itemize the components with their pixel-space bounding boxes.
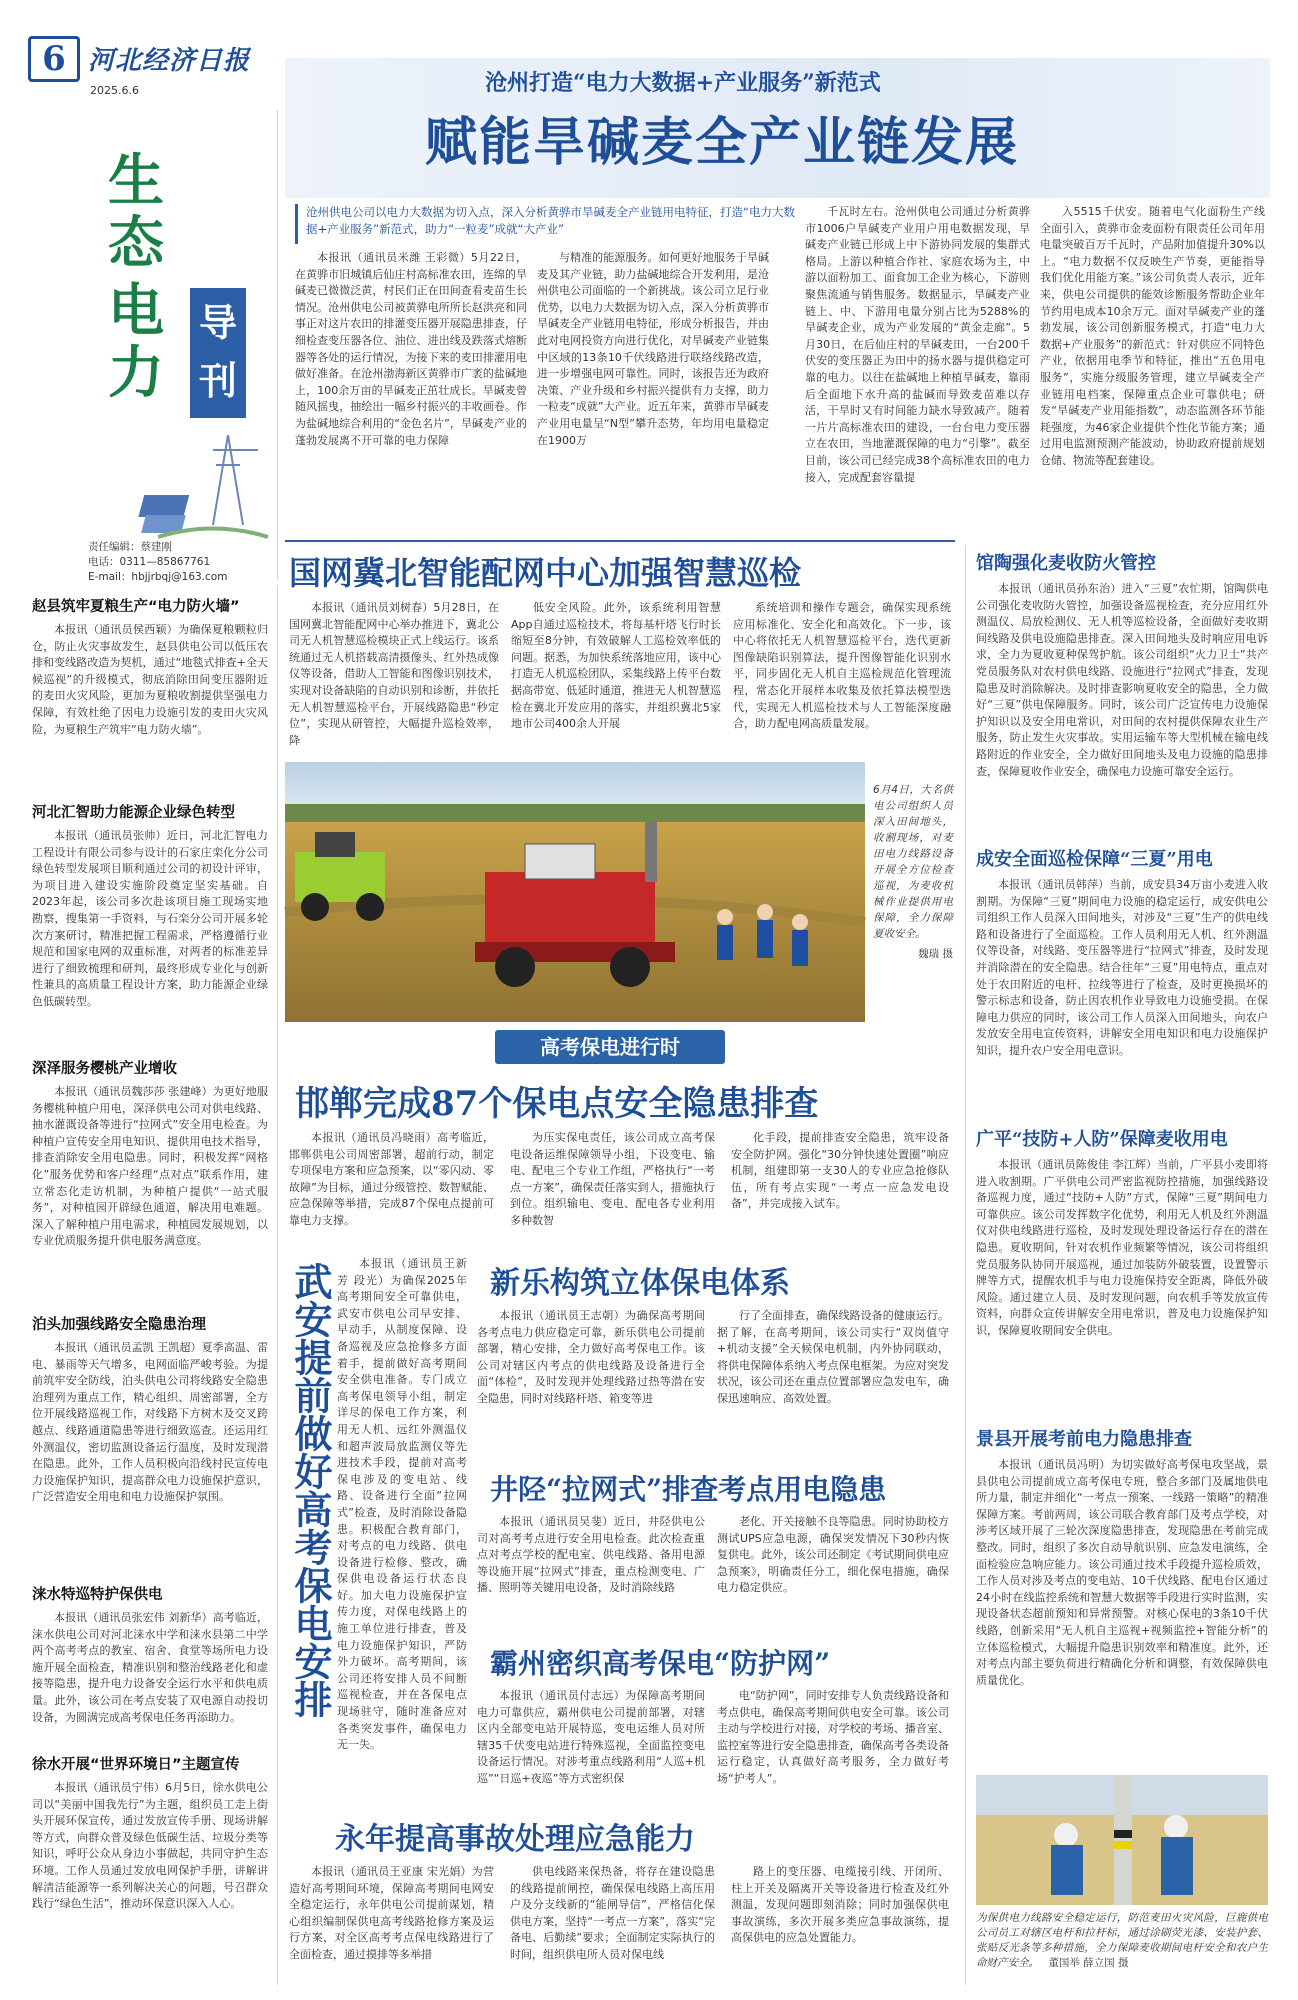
- jingxing-title: 井陉“拉网式”排查考点用电隐患: [490, 1473, 887, 1506]
- brief-xushui-title: 徐水开展“世界环境日”主题宣传: [32, 1757, 240, 1773]
- harvest-photo-caption: [873, 782, 953, 962]
- section-banner: [28, 110, 278, 583]
- page-number: 6: [28, 36, 80, 82]
- pole-caption-text: 为保供电力线路安全稳定运行，防范麦田火灾风险，巨鹿供电公司员工对辖区电杆和拉杆标，通过涂刷荧光漆、安装护套、张贴反光条等多种措施，全力保障麦收期间电杆安全和农户生命财产安全。: [976, 1912, 1268, 1969]
- section-char-1: 生: [108, 148, 164, 214]
- lead-body-col-4: 入5515千伏安。随着电气化面粉生产线全面引入，黄骅市金麦面粉有限责任公司年用电量突破百万千瓦时，产品附加值提升30%以上。“电力数据不仅反映生产节奏，更能指导我们优化用能方案。”该公司负责人表示，近年来，供电公司提供的能效诊断服务帮助企业年节约用电成本10余万元。面对旱碱麦产业的蓬勃发展，该公司创新服务模式，打造“电力大数据+产业服务”的新范式：针对供应不同特色产业，依据用电季节和特征，推出“五色用电服务”，实施分级服务管理，建立旱碱麦全产业链用电档案，保障重点企业可靠供电；研发“旱碱麦产业用能指数”，动态监测各环节能耗强度，为46家企业提供个性化节能方案；通过用电监测预测产能波动，协助政府提前规划仓储、物流等配套建设。: [1040, 205, 1265, 467]
- brief-laishui: [32, 1583, 268, 1744]
- grid-body-col-3: 系统培训和操作专题会，确保实现系统应用标准化、安全化和高效化。下一步，该中心将依托无人机智慧巡检平台，迭代更新图像缺陷识别算法，提升图像智能化识别水平，同步固化无人机自主巡检规范化管理流程，常态化开展样本收集及依托算法模型迭代，实现无人机巡检技术与人工智能深度融合，助力配电网高质量发展。: [733, 601, 951, 731]
- harvest-photo-credit: 魏瑞 摄: [918, 948, 953, 960]
- section-title-power: [108, 280, 164, 404]
- jingxing-body-col-1: 本报讯（通讯员吴斐）近日，井陉供电公司对高考考点进行安全用电检查。此次检查重点对考点学校的配电室、供电线路、备用电源等设施开展“拉网式”排查，重点检测变电、广播、照明等关键用电设备，及时消除线路: [477, 1515, 705, 1595]
- editor-phone: 电话：0311—85867761: [88, 556, 211, 568]
- section-char-2: 态: [108, 210, 164, 276]
- brief-botou-body: 本报讯（通讯员孟凯 王凯超）夏季高温、雷电、暴雨等天气增多，电网面临严峻考验。为提前筑牢安全防线，泊头供电公司将线路安全隐患治理列为重点工作，精心组织、周密部署，全方位开展线路巡视工作，对线路下方树木及交叉跨越点、线路通道隐患等进行细致巡查。还运用红外测温仪，密切监测设备运行温度，及时发现潜在隐患。此外，工作人员积极向沿线村民宣传电力设施保护知识，提高群众电力设施保护意识，广泛营造安全用电和电力设施保护氛围。: [32, 1341, 268, 1504]
- brief-shenze: [32, 1057, 268, 1302]
- yongnian-body-col-3: 路上的变压器、电缆接引线、开闭所、柱上开关及隔离开关等设备进行检查及红外测温，发现问题即刻消除；同时加强保供电事故演练，多次开展多类应急事故演练，提高保供电的应急处置能力。: [731, 1865, 949, 1945]
- exam-section: [285, 1030, 955, 1980]
- brief-guantao-title: 馆陶强化麦收防火管控: [976, 553, 1156, 574]
- section-char-3: 电: [108, 278, 164, 344]
- brief-guangping-body: 本报讯（通讯员陈俊佳 李江辉）当前，广平县小麦即将进入收割期。广平供电公司严密监视防控措施，加强线路设备巡视力度，通过“技防+人防”方式，保障“三夏”期间电力可靠供应。该公司发挥数字化优势，利用无人机及红外测温仪对供电线路进行巡检，及时发现处理设备运行存在的潜在隐患。夏收期间，针对农机作业频繁等情况，该公司将组织党员服务队协同开展巡视，通过加装防外破装置，设置警示牌等方式，提醒农机手与电力设施保持安全距离，降低外破风险。通过建立人员、及时发现问题，向农机手等发放宣传资料，向群众宣传讲解安全用电常识，普及电力设施保护知识，保障夏收期间安全供电。: [976, 1158, 1268, 1337]
- lead-title: 赋能旱碱麦全产业链发展: [425, 112, 1020, 173]
- masthead: [28, 36, 268, 106]
- lead-article: [285, 58, 1270, 533]
- grid-body-col-1: 本报讯（通讯员刘树春）5月28日，在国网冀北智能配网中心举办推进下，冀北公司无人机智慧巡检模块正式上线运行。该系统通过无人机搭载高清摄像头、红外热成像仪等设备，借助人工智能和图像识别技术，实现对设备缺陷的自动识别和诊断，并依托无人机智慧巡检平台，开展线路隐患“秒定位”，实现从研管控，大幅提升巡检效率，降: [289, 601, 499, 747]
- yongnian-body-col-2: 供电线路来保热备，将存在建设隐患的线路提前闸控，确保保电线路上高压用户及分支线新的“能闸导信”，严格信化保供电方案，坚持“一考点一方案”，落实“完备电、后勤续”要求；全面制定实际执行的时间，组织供电所人员对保电线: [510, 1865, 715, 1961]
- brief-hebei-title: 河北汇智助力能源企业绿色转型: [32, 805, 235, 821]
- bazhou-body-col-1: 本报讯（通讯员付志远）为保障高考期间电力可靠供应，霸州供电公司提前部署，对辖区内全部变电站开展特巡，变电运维人员对所辖35千伏变电站进行特殊巡视，全面监控变电设备运行情况。对涉考重点线路利用“人巡+机巡”“日巡+夜巡”等方式密织保: [477, 1689, 705, 1785]
- brief-xushui: [32, 1753, 268, 1980]
- brief-hebei: [32, 801, 268, 1046]
- yongnian-body-col-1: 本报讯（通讯员王亚康 宋光娟）为营造好高考期间环境，保障高考期间电网安全稳定运行，永年供电公司提前谋划，精心组织编制保供电高考线路抢修方案及运行方案，对全区高考考点保电线路进行了全面检查，通过摸排等多举措: [289, 1865, 494, 1961]
- issue-date: 2025.6.6: [90, 84, 139, 97]
- xinle-body-col-2: 行了全面排查，确保线路设备的健康运行。据了解，在高考期间，该公司实行“双岗值守+机动支援”全天候保电机制，内外协同联动，将供电保障体系纳入考点保电框架。为应对突发状况，该公司还在重点位置部署应急发电车，确保迅速响应、高效处置。: [717, 1309, 949, 1405]
- lead-body-col-3: 千瓦时左右。沧州供电公司通过分析黄骅市1006户旱碱麦产业用户用电数据发现，旱碱麦产业链已形成上中下游协同发展的集群式格局。上游以种植合作社、家庭农场为主，中游以面粉加工、面食加工企业为核心，下游则聚焦流通与销售服务。数据显示，旱碱麦产业链上、中、下游用电量分别占比为5288%的旱碱麦企业，成为产业发展的“黄金走廊”。5月30日，在后仙庄村的旱碱麦田，一台200千伏安的变压器正为田中的扬水器与提供稳定可靠的电力。以往在盐碱地上种植旱碱麦，靠雨后全面地下水升高的盐碱而导致麦苗难以存活，干旱时又有时间能力缺水导致减产。随着一片片高标准农田的建设，一台台电力变压器立在农田，当地灌溉保障的电力“引擎”。截至目前，该公司已经完成38个高标准农田的电力接入，完成配套容量提: [805, 205, 1030, 484]
- right-briefs: [965, 545, 1270, 1985]
- brief-jingxian-body: 本报讯（通讯员冯明）为切实做好高考保电攻坚战，景县供电公司提前成立高考保电专班，整合多部门及属地供电所力量，制定并细化“一考点一预案、一线路一策略”的精准保障方案。考前两周，该公司联合教育部门及考点学校，对涉考区域开展了三轮次深度隐患排查，发现隐患在考前完成整改。同时，组织了多次自动导航识别、应急发电演练，全面检验应急响应能力。该公司通过技术手段提升巡检质效，工作人员对涉及考点的变电站、10千伏线路、配电台区通过24小时在线监控系统和智慧大数据等手段进行实时监测，实现设备状态超前预知和异常预警。对核心保电的3条10千伏线路，创新采用“无人机自主巡视+视频监控+智能分析”的立体巡检模式，大幅提升隐患识别效率和精准度。此外，还对考点内部主要负荷进行精确化分析和调整，有效保障供电质量优化。: [976, 1458, 1268, 1687]
- brief-cheng-body: 本报讯（通讯员韩萍）当前，成安县34万亩小麦进入收割期。为保障“三夏”期间电力设施的稳定运行，成安供电公司组织工作人员深入田间地头，对涉及“三夏”生产的供电线路和设备进行了全面巡检。工作人员利用无人机、红外测温仪等设备，对线路、变压器等进行“拉网式”排查，及时发现并消除潜在的安全隐患。结合往年“三夏”用电特点，重点对处于农田附近的电杆、拉线等进行了检查，及时更换损坏的警示标志和设备，防止因农机作业导致电力设施受损。在保障电力供应的同时，该公司工作人员深入田间地头，向农户发放安全用电宣传资料，讲解安全用电知识和电力设施保护知识，提升农户安全用电意识。: [976, 878, 1268, 1057]
- guide-char-2: 刊: [198, 358, 237, 403]
- paper-name: 河北经济日报: [88, 46, 251, 76]
- brief-guantao-body: 本报讯（通讯员孙东治）进入“三夏”农忙期，馆陶供电公司强化麦收防火管控，加强设备巡视检查，充分应用红外测温仪、局放检测仪、无人机等巡检设备，全面做好麦收期间线路及供电设施隐患排查。深入田间地头及时响应用电诉求，全力为夏收夏种保驾护航。该公司组织“火力卫士”共产党员服务队对农村供电线路、设施进行“拉网式”排查，发现隐患及时消除解决。及时排查影响夏收安全的隐患，全力做好“三夏”供电保障服务。同时，该公司广泛宣传电力设施保护知识以及安全用电常识，对田间的农村提供保障农业生产服务，防止发生火灾事故。实用运输车等大型机械在输电线路附近的作业安全，全力做好田间地头及电力设施的隐患排查，保障夏收作业安全，确保电力设施可靠安全运行。: [976, 582, 1268, 778]
- guide-char-1: 导: [198, 300, 237, 345]
- bazhou-body-col-2: 电“防护网”，同时安排专人负责线路设备和考点供电，确保高考期间供电安全可靠。该公司主动与学校进行对接，对学校的考场、播音室、监控室等进行安全隐患排查，确保高考各类设备运行稳定，认真做好高考服务，全力做好考场“护考人”。: [717, 1689, 949, 1785]
- wuan-title: 武安提前做好高考保电安排: [288, 1262, 333, 1718]
- lead-title-panel: [285, 58, 1270, 198]
- pole-workers-photo: [976, 1775, 1268, 1905]
- jingxing-body-col-2: 老化、开关接触不良等隐患。同时协助校方测试UPS应急电源，确保突发情况下30秒内恢复供电。此外，该公司还制定《考试期间供电应急预案》，明确责任分工，细化保电措施，确保电力稳定供应。: [717, 1515, 949, 1595]
- pole-photo-credit: 董国举 薛立国 摄: [1048, 1957, 1129, 1969]
- brief-guangping: [976, 1125, 1268, 1407]
- lead-body-col-1: 本报讯（通讯员米潍 王彩微）5月22日，在黄骅市旧城镇后仙庄村高标准农田，连绵的旱碱麦已微微泛黄，村民们正在田间查看麦苗生长情况。沧州供电公司被黄骅电所所长赵洪亮和同事正对这片农田的排灌变压器开展隐患排查，仔细检查变压器各位、油位、进出线及跌落式熔断器等各处的运行情况，为接下来的麦田排灌用电做好准备。在沧州渤海新区黄骅市广袤的盐碱地上，100余万亩的旱碱麦正茁壮成长。旱碱麦曾随风摇曳，抽绘出一幅乡村振兴的丰收画卷。作为盐碱地综合利用的“金色名片”，旱碱麦产业的蓬勃发展离不开可靠的电力保障: [295, 251, 527, 447]
- grid-article: [285, 540, 955, 755]
- brief-zhao-title: 赵县筑牢夏粮生产“电力防火墙”: [32, 599, 240, 615]
- brief-zhao: [32, 595, 268, 790]
- lead-summary: 沧州供电公司以电力大数据为切入点，深入分析黄骅市旱碱麦全产业链用电特征，打造“电力大数据+产业服务”新范式，助力“一粒麦”成就“大产业”: [295, 204, 795, 244]
- brief-botou-title: 泊头加强线路安全隐患治理: [32, 1317, 206, 1333]
- handan-title: 邯郸完成87个保电点安全隐患排查: [295, 1084, 819, 1124]
- pole-workers-image: [976, 1775, 1268, 1905]
- editor-email: E-mail：hbjjrbqj@163.com: [88, 571, 228, 583]
- brief-jingxian-title: 景县开展考前电力隐患排查: [976, 1429, 1192, 1450]
- xinle-title: 新乐构筑立体保电体系: [490, 1266, 790, 1301]
- brief-shenze-body: 本报讯（通讯员魏莎莎 张建峰）为更好地服务樱桃种植户用电，深泽供电公司对供电线路、抽水灌溉设备等进行“拉网式”安全用电检查。为种植户宣传安全用电知识、提供用电技术指导，排查消除安全用电隐患。同时，积极发挥“网格化”服务优势和客户经理“点对点”联系作用，建立常态化走访机制，为种植户提供“一站式服务”，对种植园开辟绿色通道，解决用电难题。深入了解种植户用电需求，种植园发展规划，以专业优质服务提升供电服务满意度。: [32, 1085, 268, 1248]
- wuan-body: 本报讯（通讯员王新芳 段光）为确保2025年高考期间安全可靠供电，武安市供电公司早安排、早动手，从制度保障、设备巡视及应急抢修多方面着手，提前做好高考期间安全供电准备。专门成立高考保电领导小组，制定详尽的保电工作方案，利用无人机、远红外测温仪和超声波局放监测仪等先进技术手段，提前对高考保电涉及的变电站、线路、设备进行全面“拉网式”检查，及时消除设备隐患。积极配合教育部门，对考点的电力线路、供电设备进行检修、整改，确保供电设备运行状态良好。加大电力设施保护宣传力度，对保电线路上的施工单位进行排查，普及电力设施保护知识，严防外力破坏。高考期间，该公司还将安排人员不间断巡视检查，并在各保电点现场驻守，随时准备应对各类突发事件，确保电力无一失。: [337, 1257, 467, 1752]
- lead-kicker: 沧州打造“电力大数据+产业服务”新范式: [485, 70, 881, 96]
- brief-laishui-title: 涞水特巡特护保供电: [32, 1587, 163, 1603]
- harvest-scene-image: [285, 762, 865, 1022]
- handan-body-col-3: 化手段，提前排查安全隐患，筑牢设备安全防护网。强化“30分钟快速处置圈”响应机制，组建即第一支30人的专业应急抢修队伍，所有考点实现“一考点一应急发电设备”，并完成接入试车。: [731, 1131, 949, 1211]
- solar-pylon-illustration-icon: [158, 425, 268, 540]
- left-briefs: [28, 585, 278, 1985]
- section-char-4: 力: [108, 340, 164, 406]
- handan-body-col-2: 为压实保电责任，该公司成立高考保电设备运维保障领导小组，下设变电、输电、配电三个专业工作组，严格执行“一考点一方案”，确保责任落实到人，措施执行到位。组织输电、变电、配电各专业利用多种数智: [510, 1131, 715, 1227]
- brief-laishui-body: 本报讯（通讯员张宏伟 刘新华）高考临近，涞水供电公司对河北涞水中学和涞水县第二中学两个高考考点的教室、宿舍、食堂等场所电力设施开展全面检查，精准识别和整治线路老化和虚接等隐患，提升电力设备安全运行水平和供电质量。此外，该公司在考点安装了双电源自动投切设备，为圆满完成高考保电任务再添助力。: [32, 1611, 268, 1724]
- editor-info: [88, 540, 227, 585]
- yongnian-title: 永年提高事故处理应急能力: [335, 1822, 695, 1857]
- brief-guantao: [976, 549, 1268, 831]
- brief-cheng: [976, 845, 1268, 1111]
- brief-botou: [32, 1313, 268, 1574]
- brief-shenze-title: 深泽服务樱桃产业增收: [32, 1061, 177, 1077]
- brief-guangping-title: 广平“技防+人防”保障麦收用电: [976, 1129, 1228, 1150]
- handan-body-col-1: 本报讯（通讯员冯晓雨）高考临近，邯郸供电公司周密部署，超前行动，制定专项保电方案和应急预案，以“零闪动、零故障”为目标，通过分级管控、数智赋能、应急保障等举措，完成87个保电点提前可靠电力支撑。: [289, 1131, 494, 1227]
- harvest-caption-text: 6月4日，大名供电公司组织人员深入田间地头，收割现场，对麦田电力线路设备开展全方位检查巡视，为麦收机械作业提供用电保障，全力保障夏收安全。: [873, 784, 953, 940]
- brief-xushui-body: 本报讯（通讯员宁伟）6月5日，徐水供电公司以“美丽中国我先行”为主题，组织员工走上街头开展环保宣传，通过发放宣传手册、现场讲解等方式，向群众普及绿色低碳生活、垃圾分类等知识，呼吁公众从身边小事做起，共同守护生态环境。工作人员通过发放电网保护手册，讲解讲解清洁能源等一系列解决关心的问题，号召群众践行“绿色生活”，推动环保意识深入人心。: [32, 1781, 268, 1911]
- brief-jingxian: [976, 1425, 1268, 1773]
- section-title-eco: [108, 150, 164, 274]
- bazhou-title: 霸州密织高考保电“防护网”: [490, 1647, 831, 1680]
- brief-hebei-body: 本报讯（通讯员张帅）近日，河北汇智电力工程设计有限公司参与设计的石家庄栾化分公司绿色转型发展项目顺利通过公司的初设计评审，为项目进入建设实施阶段奠定坚实基础。自2023年起，该公司多次赴该项目施工现场实地勘察，搜集第一手资料，与石栾分公司开展多轮次方案研讨，精准把握工程需求，严格遵循行业规范和国家电网的双重标准，对两者的标准差异进行了细致梳理和研判，最终形成专业化与创新性兼具的高质量工程设计方案，助力能源企业绿色低碳转型。: [32, 829, 268, 1008]
- lead-body-col-2: 与精准的能源服务。如何更好地服务于旱碱麦及其产业链，助力盐碱地综合开发利用，是沧州供电公司面临的一个新挑战。该公司立足行业优势，以电力大数据为切入点，深入分析黄骅市旱碱麦全产业链用电特征，形成分析报告，并由此对电网投资方向进行优化，对旱碱麦产业链集中区域的13条10千伏线路进行联络线路改造，进一步增强电网可靠性。同时，该报告还为政府决策、产业升级和乡村振兴提供有力支撑，助力一粒麦“成就”大产业。近五年来，黄骅市旱碱麦产业用电量呈“N型”攀升态势，年均用电量稳定在1900万: [537, 251, 769, 447]
- brief-zhao-body: 本报讯（通讯员侯西颖）为确保夏粮颗粒归仓，防止火灾事故发生，赵县供电公司以低压农排和变线路改造为契机，通过“地毯式排查+全天候巡视”的升级模式，彻底消除田间变压器附近的麦田火灾风险，更加为夏粮收割提供坚强电力保障，有效杜绝了因电力设施引发的麦田火灾风险，为夏粮生产筑牢“电力防火墙”。: [32, 623, 268, 736]
- guide-badge: [190, 288, 246, 418]
- harvest-photo: [285, 762, 955, 1022]
- xinle-body-col-1: 本报讯（通讯员王志朝）为确保高考期间各考点电力供应稳定可靠，新乐供电公司提前部署，精心安排，全力做好高考保电工作。该公司对辖区内考点的供电线路及设备进行全面“体检”，及时发现并处理线路过热等潜在安全隐患，同时对线路杆塔、箱变等进: [477, 1309, 705, 1405]
- editor-name: 责任编辑：蔡建刚: [88, 541, 172, 553]
- brief-cheng-title: 成安全面巡检保障“三夏”用电: [976, 849, 1213, 870]
- pole-photo-caption: [976, 1911, 1268, 1975]
- grid-body-col-2: 低安全风险。此外，该系统利用智慧App自通过巡检技术，将每基杆塔飞行时长缩短至8分钟，有效破解人工巡检效率低的问题。据悉，为加快系统落地应用，该中心打造无人机巡检团队，采集线路上传平台数据高带宽、低延时通道，推进无人机智慧巡检在冀北开发应用的落实，并组织冀北5家地市公司400余人开展: [511, 601, 721, 731]
- grid-article-title: 国网冀北智能配网中心加强智慧巡检: [289, 554, 802, 592]
- exam-banner: 高考保电进行时: [495, 1030, 725, 1064]
